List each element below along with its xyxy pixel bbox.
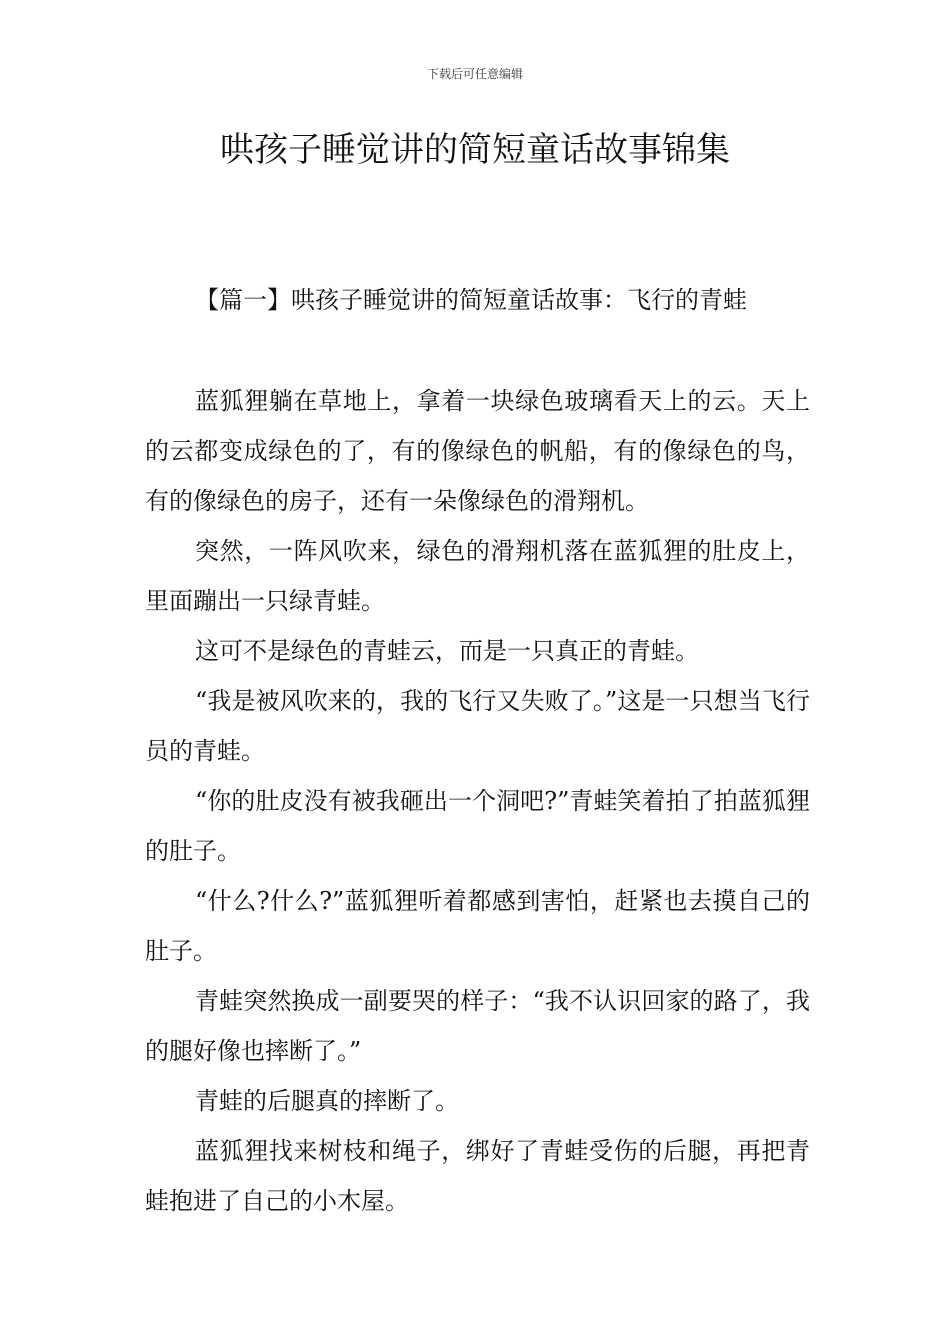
paragraph: 青蛙的后腿真的摔断了。 — [195, 1087, 459, 1115]
paragraph: 蓝狐狸躺在草地上，拿着一块绿色玻璃看天上的云。天上的云都变成绿色的了，有的像绿色的帆船，有的像绿色的鸟，有的像绿色的房子，还有一朵像绿色的滑翔机。 — [145, 387, 810, 515]
paragraph: “你的肚皮没有被我砸出一个洞吧?”青蛙笑着拍了拍蓝狐狸的肚子。 — [145, 787, 810, 865]
header-note: 下载后可任意编辑 — [426, 67, 523, 81]
paragraph: 青蛙突然换成一副要哭的样子：“我不认识回家的路了，我的腿好像也摔断了。” — [145, 987, 810, 1065]
paragraph: 蓝狐狸找来树枝和绳子，绑好了青蛙受伤的后腿，再把青蛙抱进了自己的小木屋。 — [145, 1137, 810, 1215]
paragraph: “什么?什么?”蓝狐狸听着都感到害怕，赶紧也去摸自己的肚子。 — [145, 887, 810, 965]
paragraph: 这可不是绿色的青蛙云，而是一只真正的青蛙。 — [195, 637, 699, 665]
section-title: 【篇一】哄孩子睡觉讲的简短童话故事：飞行的青蛙 — [195, 286, 747, 314]
story-body — [145, 376, 810, 1226]
document-title: 哄孩子睡觉讲的简短童话故事锦集 — [220, 130, 730, 170]
paragraph: 突然，一阵风吹来，绿色的滑翔机落在蓝狐狸的肚皮上，里面蹦出一只绿青蛙。 — [145, 537, 810, 615]
paragraph: “我是被风吹来的，我的飞行又失败了。”这是一只想当飞行员的青蛙。 — [145, 687, 810, 765]
